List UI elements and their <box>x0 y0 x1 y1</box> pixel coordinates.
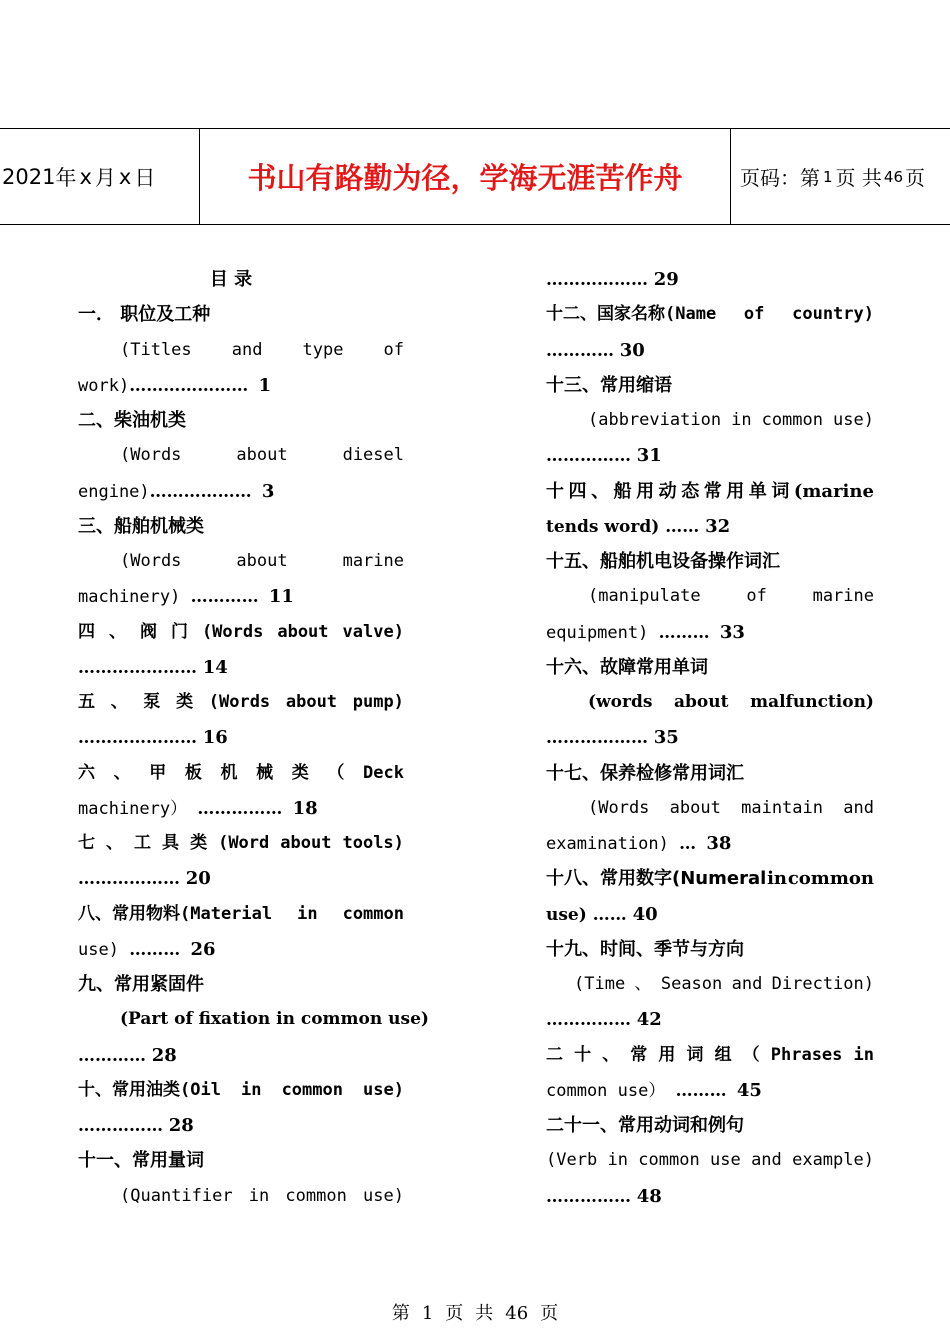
toc-entry-12-page[interactable]: ………… 30 <box>546 339 645 361</box>
toc-entry-9-english: (Part of fixation in common use) <box>120 1009 429 1030</box>
footer-total: 46 <box>505 1303 529 1324</box>
toc-entry-7-title[interactable]: 七 、 工 具 类 (Word about tools) <box>78 833 404 853</box>
page-label: 页码：第 <box>740 166 820 190</box>
toc-entry-10-page[interactable]: …………… 28 <box>78 1115 194 1136</box>
toc-entry-9-page[interactable]: ………… 28 <box>78 1044 177 1066</box>
footer-prefix: 第 <box>391 1303 410 1324</box>
toc-entry-4-title[interactable]: 四 、 阀 门 (Words about valve) <box>78 621 404 642</box>
toc-entry-21-english: (Verb in common use and example) <box>546 1150 874 1171</box>
date-month: x <box>79 164 92 189</box>
toc-entry-17-page[interactable]: examination) … 38 <box>546 833 732 854</box>
toc-entry-17-english: (Words about maintain and <box>588 797 874 818</box>
page-number: 1 <box>823 167 833 186</box>
date-day-char: 日 <box>134 165 156 190</box>
toc-entry-1-page[interactable]: work)………………… 1 <box>78 374 271 396</box>
toc-entry-19-title[interactable]: 十九、时间、季节与方向 <box>546 938 744 960</box>
toc-entry-8-title[interactable]: 八、常用物料(Material in common <box>78 903 404 924</box>
toc-entry-19-page[interactable]: …………… 42 <box>546 1009 662 1031</box>
toc-entry-3-english: (Words about marine <box>120 551 404 571</box>
header-motto: 书山有路勤为径，学海无涯苦作舟 <box>200 129 731 224</box>
toc-entry-20-page[interactable]: common use） ……… 45 <box>546 1079 762 1101</box>
header-date <box>0 129 200 224</box>
page-end: 页 <box>905 166 925 190</box>
toc-entry-5-page[interactable]: ………………… 16 <box>78 727 228 749</box>
toc-entry-5-title[interactable]: 五 、 泵 类 (Words about pump) <box>78 692 404 712</box>
toc-entry-21-title[interactable]: 二十一、常用动词和例句 <box>546 1115 744 1136</box>
toc-entry-7-page[interactable]: ……………… 20 <box>78 868 211 890</box>
toc-entry-16-english: (words about malfunction) <box>588 692 874 712</box>
footer-page: 1 <box>421 1303 434 1324</box>
toc-title: 目 录 <box>209 269 253 290</box>
toc-entry-17-title[interactable]: 十七、保养检修常用词汇 <box>546 762 744 784</box>
footer-mid: 页 <box>445 1303 464 1324</box>
page-total: 46 <box>883 167 903 186</box>
toc-entry-15-english: (manipulate of marine <box>588 586 874 607</box>
toc-entry-3-page[interactable]: machinery) ………… 11 <box>78 586 294 608</box>
toc-entry-16-page[interactable]: ……………… 35 <box>546 727 679 749</box>
date-year: 2021 <box>2 164 56 189</box>
toc-entry-6-page[interactable]: machinery） …………… 18 <box>78 797 318 819</box>
toc-right-column <box>546 262 874 1214</box>
footer-total-label: 共 <box>475 1303 494 1324</box>
toc-entry-16-title[interactable]: 十六、故障常用单词 <box>546 656 708 678</box>
date-day: x <box>118 164 132 189</box>
toc-entry-18-title[interactable]: 十八、常用数字(Numeral in common <box>546 868 874 890</box>
toc-entry-18-page[interactable]: use) …… 40 <box>546 903 658 925</box>
toc-entry-2-title[interactable]: 二、柴油机类 <box>78 410 186 431</box>
page-header <box>0 128 950 225</box>
page-of: 页 共 <box>835 166 882 190</box>
toc-entry-9-title[interactable]: 九、常用紧固件 <box>78 974 204 995</box>
toc-entry-2-english: (Words about diesel <box>120 445 404 466</box>
toc-entry-14-page[interactable]: tends word) …… 32 <box>546 515 731 537</box>
toc-entry-15-page[interactable]: equipment) ……… 33 <box>546 621 745 643</box>
toc-entry-4-page[interactable]: ………………… 14 <box>78 656 228 678</box>
toc-entry-6-title[interactable]: 六 、 甲 板 机 械 类 （ Deck <box>78 762 404 783</box>
toc-entry-11-page[interactable]: ……………… 29 <box>546 269 679 290</box>
toc-entry-19-english: (Time 、 Season and Direction) <box>574 974 874 994</box>
toc-entry-11-english: (Quantifier in common use) <box>120 1185 404 1206</box>
toc-entry-11-title[interactable]: 十一、常用量词 <box>78 1150 204 1172</box>
toc-entry-1-title[interactable]: 一． 职位及工种 <box>78 304 211 326</box>
page-footer <box>0 1299 950 1325</box>
date-month-char: 月 <box>94 165 116 190</box>
toc-entry-21-page[interactable]: …………… 48 <box>546 1185 662 1207</box>
toc-entry-3-title[interactable]: 三、船舶机械类 <box>78 515 204 537</box>
toc-entry-20-title[interactable]: 二 十 、 常 用 词 组 （ Phrases in <box>546 1044 874 1065</box>
date-year-char: 年 <box>55 165 77 190</box>
toc-entry-13-page[interactable]: …………… 31 <box>546 445 662 467</box>
toc-entry-13-english: (abbreviation in common use) <box>588 410 874 430</box>
toc-entry-13-title[interactable]: 十三、常用缩语 <box>546 374 672 396</box>
toc-entry-10-title[interactable]: 十、常用油类(Oil in common use) <box>78 1079 404 1100</box>
toc-entry-8-page[interactable]: use) ……… 26 <box>78 938 216 960</box>
toc-entry-14-title[interactable]: 十 四 、 船 用 动 态 常 用 单 词 (marine <box>546 480 874 502</box>
toc-entry-12-title[interactable]: 十二、国家名称(Name of country) <box>546 304 874 325</box>
toc-entry-2-page[interactable]: engine)……………… 3 <box>78 480 275 502</box>
toc-entry-15-title[interactable]: 十五、船舶机电设备操作词汇 <box>546 551 780 572</box>
footer-end: 页 <box>540 1303 559 1324</box>
toc-entry-1-english: (Titles and type of <box>120 339 404 360</box>
toc-left-column <box>78 262 429 1214</box>
header-page-info <box>730 129 950 224</box>
